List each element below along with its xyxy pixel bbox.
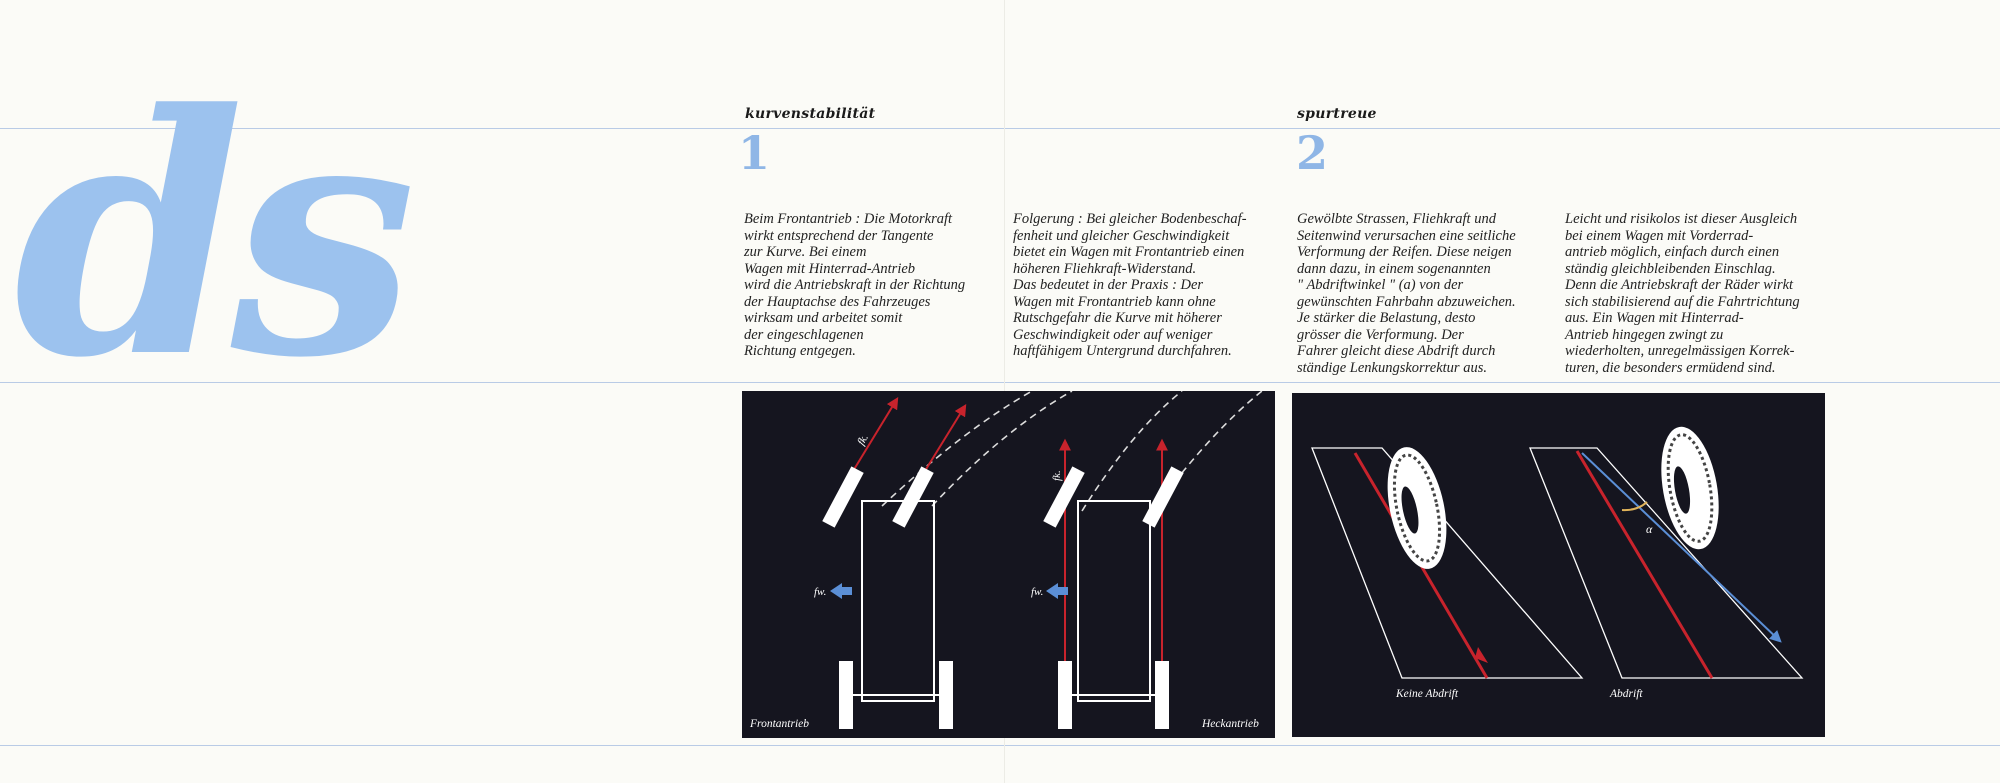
text-line: zur Kurve. Bei einem: [744, 244, 867, 260]
text-line: Wagen mit Frontantrieb kann ohne: [1013, 293, 1216, 310]
text-line: Folgerung : Bei gleicher Bodenbeschaf-: [1013, 211, 1247, 227]
section-number-2: 2: [1296, 126, 1329, 180]
text-line: wird die Antriebskraft in der Richtung: [744, 277, 966, 293]
text-line: Je stärker die Belastung, desto: [1297, 310, 1476, 326]
text-line: " Abdriftwinkel " (a) von der: [1297, 277, 1464, 293]
text-line: Geschwindigkeit oder auf weniger: [1013, 326, 1213, 343]
text-column-4: [1565, 211, 1800, 376]
text-line: fenheit und gleicher Geschwindigkeit: [1013, 227, 1230, 244]
caption-abdrift: Abdrift: [1610, 688, 1643, 700]
text-column-1: [744, 211, 965, 360]
rear-drive-car: [1031, 391, 1262, 729]
text-line: wiederholten, unregelmässigen Korrek-: [1565, 343, 1795, 359]
rear-fw-label: fw.: [1031, 586, 1044, 598]
ds-logo-text: ds: [14, 42, 403, 390]
text-line: Denn die Antriebskraft der Räder wirkt: [1565, 277, 1794, 293]
text-line: dann dazu, in einem sogenannten: [1297, 260, 1491, 277]
section-title-spurtreue: spurtreue: [1297, 106, 1377, 122]
text-line: haftfähigem Untergrund durchfahren.: [1013, 343, 1232, 359]
text-line: Das bedeutet in der Praxis : Der: [1013, 277, 1204, 293]
text-line: grösser die Verformung. Der: [1297, 326, 1464, 343]
text-line: ständige Lenkungskorrektur aus.: [1297, 359, 1487, 376]
text-column-2: [1013, 211, 1247, 360]
caption-heckantrieb: Heckantrieb: [1202, 718, 1259, 730]
text-column-3: [1297, 211, 1516, 376]
text-line: Gewölbte Strassen, Fliehkraft und: [1297, 211, 1496, 227]
text-line: der Hauptachse des Fahrzeuges: [744, 293, 931, 310]
section-title-kurvenstabilitaet: kurvenstabilität: [745, 106, 876, 122]
drive-comparison-diagram: [742, 391, 1275, 738]
rear-fk-label: fk.: [1051, 470, 1063, 481]
text-line: der eingeschlagenen: [744, 326, 864, 343]
section-number-1: 1: [738, 126, 771, 180]
front-fk-label: fk.: [855, 432, 871, 448]
text-line: Rutschgefahr die Kurve mit höherer: [1013, 310, 1222, 326]
front-drive-car: [814, 391, 1072, 729]
text-line: bei einem Wagen mit Vorderrad-: [1565, 227, 1754, 244]
text-line: Fahrer gleicht diese Abdrift durch: [1297, 343, 1496, 359]
text-line: Antrieb hingegen zwingt zu: [1565, 326, 1724, 343]
drift-illustration: [1530, 422, 1802, 700]
text-line: höheren Fliehkraft-Widerstand.: [1013, 260, 1197, 277]
text-line: Seitenwind verursachen eine seitliche: [1297, 227, 1516, 244]
tire-drift-diagram: [1292, 393, 1825, 737]
text-line: gewünschten Fahrbahn abzuweichen.: [1297, 293, 1516, 310]
text-line: turen, die besonders ermüdend sind.: [1565, 359, 1776, 376]
caption-keine-abdrift: Keine Abdrift: [1396, 688, 1459, 700]
text-line: aus. Ein Wagen mit Hinterrad-: [1565, 310, 1744, 326]
ds-logo: [14, 0, 494, 390]
front-fw-label: fw.: [814, 586, 827, 598]
drift-angle-label: α: [1646, 522, 1653, 536]
bottom-rule: [0, 745, 2000, 746]
text-line: Wagen mit Hinterrad-Antrieb: [744, 260, 916, 277]
caption-frontantrieb: Frontantrieb: [750, 718, 809, 730]
text-line: Verformung der Reifen. Diese neigen: [1297, 244, 1512, 260]
text-line: sich stabilisierend auf die Fahrtrichtung: [1565, 293, 1800, 310]
text-line: Beim Frontantrieb : Die Motorkraft: [744, 211, 953, 227]
text-line: ständig gleichbleibenden Einschlag.: [1565, 260, 1776, 277]
text-line: wirkt entsprechend der Tangente: [744, 227, 934, 244]
text-line: bietet ein Wagen mit Frontantrieb einen: [1013, 244, 1245, 260]
text-line: antrieb möglich, einfach durch einen: [1565, 244, 1780, 260]
text-line: wirksam und arbeitet somit: [744, 310, 903, 326]
text-line: Richtung entgegen.: [744, 343, 856, 359]
no-drift-illustration: [1312, 442, 1582, 700]
text-line: Leicht und risikolos ist dieser Ausgleich: [1565, 211, 1798, 227]
